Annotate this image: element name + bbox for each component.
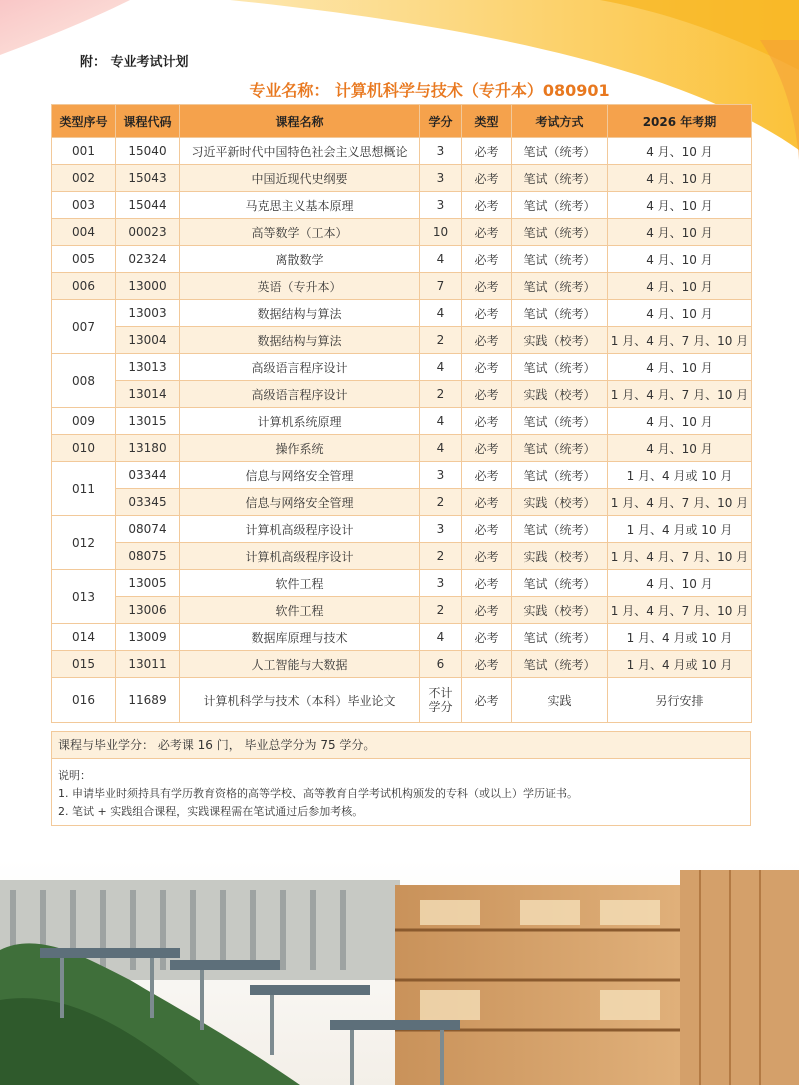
- method-cell: 实践（校考）: [512, 597, 608, 624]
- table-row: [52, 273, 752, 300]
- course-name-cell: 高等数学（工本）: [180, 219, 420, 246]
- type-cell: 必考: [462, 651, 512, 678]
- method-cell: 笔试（统考）: [512, 570, 608, 597]
- type-cell: 必考: [462, 597, 512, 624]
- seq-cell: 008: [52, 354, 116, 408]
- credit-cell: 10: [420, 219, 462, 246]
- code-cell: 08075: [116, 543, 180, 570]
- seq-cell: 016: [52, 678, 116, 723]
- type-cell: 必考: [462, 435, 512, 462]
- credit-cell: 4: [420, 300, 462, 327]
- type-cell: 必考: [462, 354, 512, 381]
- course-name-cell: 人工智能与大数据: [180, 651, 420, 678]
- credit-line: 学分: [428, 700, 453, 714]
- credit-cell: 3: [420, 570, 462, 597]
- note-item: 2. 笔试 + 实践组合课程，实践课程需在笔试通过后参加考核。: [58, 805, 364, 818]
- note-item: 1. 申请毕业时须持具有学历教育资格的高等学校、高等教育自学考试机构颁发的专科（或以上）学历证书。: [58, 787, 578, 800]
- type-cell: 必考: [462, 138, 512, 165]
- credit-cell: 3: [420, 516, 462, 543]
- credit-cell: 4: [420, 624, 462, 651]
- type-cell: 必考: [462, 192, 512, 219]
- table-row: [52, 219, 752, 246]
- credit-cell: 2: [420, 327, 462, 354]
- method-cell: 实践（校考）: [512, 381, 608, 408]
- seq-cell: 005: [52, 246, 116, 273]
- method-cell: 笔试（统考）: [512, 300, 608, 327]
- course-name-cell: 计算机高级程序设计: [180, 543, 420, 570]
- code-cell: 13006: [116, 597, 180, 624]
- method-cell: 实践（校考）: [512, 543, 608, 570]
- course-name-cell: 信息与网络安全管理: [180, 462, 420, 489]
- column-header: 学分: [420, 105, 462, 138]
- period-cell: 4 月、10 月: [608, 354, 752, 381]
- credit-cell: 2: [420, 489, 462, 516]
- table-row: [52, 354, 752, 381]
- seq-cell: 002: [52, 165, 116, 192]
- course-name-cell: 数据库原理与技术: [180, 624, 420, 651]
- table-row: [52, 651, 752, 678]
- table-row: [52, 381, 752, 408]
- course-name-cell: 软件工程: [180, 597, 420, 624]
- table-row: [52, 138, 752, 165]
- credit-summary: 课程与毕业学分： 必考课 16 门， 毕业总学分为 75 学分。: [52, 732, 750, 759]
- method-cell: 笔试（统考）: [512, 462, 608, 489]
- column-header: 考试方式: [512, 105, 608, 138]
- table-row: [52, 489, 752, 516]
- table-row: [52, 327, 752, 354]
- table-header-row: [52, 105, 752, 138]
- period-cell: 1 月、4 月、7 月、10 月: [608, 489, 752, 516]
- type-cell: 必考: [462, 300, 512, 327]
- table-row: [52, 624, 752, 651]
- code-cell: 03344: [116, 462, 180, 489]
- seq-cell: 003: [52, 192, 116, 219]
- code-cell: 15044: [116, 192, 180, 219]
- table-row: [52, 246, 752, 273]
- method-cell: 笔试（统考）: [512, 192, 608, 219]
- method-cell: 笔试（统考）: [512, 516, 608, 543]
- type-cell: 必考: [462, 624, 512, 651]
- method-cell: 笔试（统考）: [512, 624, 608, 651]
- course-name-cell: 马克思主义基本原理: [180, 192, 420, 219]
- course-name-cell: 计算机科学与技术（本科）毕业论文: [180, 678, 420, 723]
- notes-title: 说明：: [58, 769, 91, 782]
- period-cell: 4 月、10 月: [608, 408, 752, 435]
- exam-plan-table: [51, 104, 752, 723]
- credit-cell: 3: [420, 462, 462, 489]
- code-cell: 13004: [116, 327, 180, 354]
- credit-cell: 2: [420, 543, 462, 570]
- seq-cell: 010: [52, 435, 116, 462]
- code-cell: 13014: [116, 381, 180, 408]
- table-row: [52, 192, 752, 219]
- seq-cell: 004: [52, 219, 116, 246]
- period-cell: 1 月、4 月、7 月、10 月: [608, 543, 752, 570]
- notes: [52, 759, 750, 825]
- period-cell: 1 月、4 月或 10 月: [608, 462, 752, 489]
- type-cell: 必考: [462, 543, 512, 570]
- type-cell: 必考: [462, 327, 512, 354]
- period-cell: 1 月、4 月或 10 月: [608, 624, 752, 651]
- seq-cell: 014: [52, 624, 116, 651]
- footnote-box: [51, 731, 751, 826]
- column-header: 类型: [462, 105, 512, 138]
- course-name-cell: 高级语言程序设计: [180, 354, 420, 381]
- method-cell: 笔试（统考）: [512, 435, 608, 462]
- major-title: [0, 78, 799, 101]
- code-cell: 13180: [116, 435, 180, 462]
- course-name-cell: 习近平新时代中国特色社会主义思想概论: [180, 138, 420, 165]
- credit-cell: 3: [420, 138, 462, 165]
- period-cell: 4 月、10 月: [608, 300, 752, 327]
- table-row: [52, 165, 752, 192]
- seq-cell: 007: [52, 300, 116, 354]
- period-cell: 4 月、10 月: [608, 219, 752, 246]
- table-row: [52, 516, 752, 543]
- credit-cell: 6: [420, 651, 462, 678]
- code-cell: 13009: [116, 624, 180, 651]
- code-cell: 13005: [116, 570, 180, 597]
- period-cell: 1 月、4 月、7 月、10 月: [608, 327, 752, 354]
- campus-building-photo: [0, 860, 799, 1085]
- period-cell: 1 月、4 月或 10 月: [608, 651, 752, 678]
- method-cell: 笔试（统考）: [512, 354, 608, 381]
- credit-cell: 4: [420, 246, 462, 273]
- column-header: 类型序号: [52, 105, 116, 138]
- period-cell: 1 月、4 月、7 月、10 月: [608, 381, 752, 408]
- table-row: [52, 462, 752, 489]
- seq-cell: 009: [52, 408, 116, 435]
- course-name-cell: 操作系统: [180, 435, 420, 462]
- seq-cell: 001: [52, 138, 116, 165]
- credit-cell: 7: [420, 273, 462, 300]
- period-cell: 另行安排: [608, 678, 752, 723]
- period-cell: 1 月、4 月、7 月、10 月: [608, 597, 752, 624]
- type-cell: 必考: [462, 462, 512, 489]
- period-cell: 1 月、4 月或 10 月: [608, 516, 752, 543]
- seq-cell: 012: [52, 516, 116, 570]
- credit-cell: 2: [420, 381, 462, 408]
- table-body: [52, 138, 752, 723]
- course-name-cell: 计算机系统原理: [180, 408, 420, 435]
- period-cell: 4 月、10 月: [608, 138, 752, 165]
- course-name-cell: 计算机高级程序设计: [180, 516, 420, 543]
- period-cell: 4 月、10 月: [608, 273, 752, 300]
- code-cell: 15040: [116, 138, 180, 165]
- course-name-cell: 离散数学: [180, 246, 420, 273]
- method-cell: 实践: [512, 678, 608, 723]
- period-cell: 4 月、10 月: [608, 165, 752, 192]
- course-name-cell: 中国近现代史纲要: [180, 165, 420, 192]
- code-cell: 13011: [116, 651, 180, 678]
- credit-cell: 3: [420, 165, 462, 192]
- seq-cell: 013: [52, 570, 116, 624]
- table-row: [52, 300, 752, 327]
- method-cell: 笔试（统考）: [512, 246, 608, 273]
- period-cell: 4 月、10 月: [608, 435, 752, 462]
- code-cell: 15043: [116, 165, 180, 192]
- code-cell: 13013: [116, 354, 180, 381]
- method-cell: 笔试（统考）: [512, 165, 608, 192]
- course-name-cell: 英语（专升本）: [180, 273, 420, 300]
- credit-cell: 3: [420, 192, 462, 219]
- course-name-cell: 数据结构与算法: [180, 327, 420, 354]
- table-row: [52, 408, 752, 435]
- period-cell: 4 月、10 月: [608, 192, 752, 219]
- type-cell: 必考: [462, 408, 512, 435]
- method-cell: 笔试（统考）: [512, 138, 608, 165]
- course-name-cell: 软件工程: [180, 570, 420, 597]
- seq-cell: 011: [52, 462, 116, 516]
- major-title-text: 专业名称： 计算机科学与技术（专升本）080901: [249, 81, 610, 100]
- code-cell: 03345: [116, 489, 180, 516]
- attachment-title: 附： 专业考试计划: [80, 55, 189, 70]
- seq-cell: 006: [52, 273, 116, 300]
- course-name-cell: 数据结构与算法: [180, 300, 420, 327]
- code-cell: 02324: [116, 246, 180, 273]
- course-name-cell: 高级语言程序设计: [180, 381, 420, 408]
- credit-cell: [420, 678, 462, 723]
- type-cell: 必考: [462, 516, 512, 543]
- column-header: 课程名称: [180, 105, 420, 138]
- code-cell: 13015: [116, 408, 180, 435]
- code-cell: 08074: [116, 516, 180, 543]
- code-cell: 00023: [116, 219, 180, 246]
- code-cell: 13003: [116, 300, 180, 327]
- method-cell: 实践（校考）: [512, 327, 608, 354]
- period-cell: 4 月、10 月: [608, 246, 752, 273]
- credit-cell: 4: [420, 354, 462, 381]
- course-name-cell: 信息与网络安全管理: [180, 489, 420, 516]
- type-cell: 必考: [462, 246, 512, 273]
- credit-cell: 4: [420, 408, 462, 435]
- type-cell: 必考: [462, 381, 512, 408]
- column-header: 课程代码: [116, 105, 180, 138]
- method-cell: 笔试（统考）: [512, 273, 608, 300]
- method-cell: 笔试（统考）: [512, 651, 608, 678]
- code-cell: 13000: [116, 273, 180, 300]
- credit-cell: 2: [420, 597, 462, 624]
- credit-line: 不计: [428, 686, 453, 700]
- type-cell: 必考: [462, 219, 512, 246]
- type-cell: 必考: [462, 678, 512, 723]
- code-cell: 11689: [116, 678, 180, 723]
- type-cell: 必考: [462, 570, 512, 597]
- credit-cell: 4: [420, 435, 462, 462]
- method-cell: 实践（校考）: [512, 489, 608, 516]
- type-cell: 必考: [462, 489, 512, 516]
- table-row: [52, 597, 752, 624]
- column-header: 2026 年考期: [608, 105, 752, 138]
- table-row: [52, 543, 752, 570]
- table-row: [52, 570, 752, 597]
- type-cell: 必考: [462, 165, 512, 192]
- method-cell: 笔试（统考）: [512, 219, 608, 246]
- seq-cell: 015: [52, 651, 116, 678]
- table-row: [52, 435, 752, 462]
- table-row: [52, 678, 752, 723]
- type-cell: 必考: [462, 273, 512, 300]
- method-cell: 笔试（统考）: [512, 408, 608, 435]
- period-cell: 4 月、10 月: [608, 570, 752, 597]
